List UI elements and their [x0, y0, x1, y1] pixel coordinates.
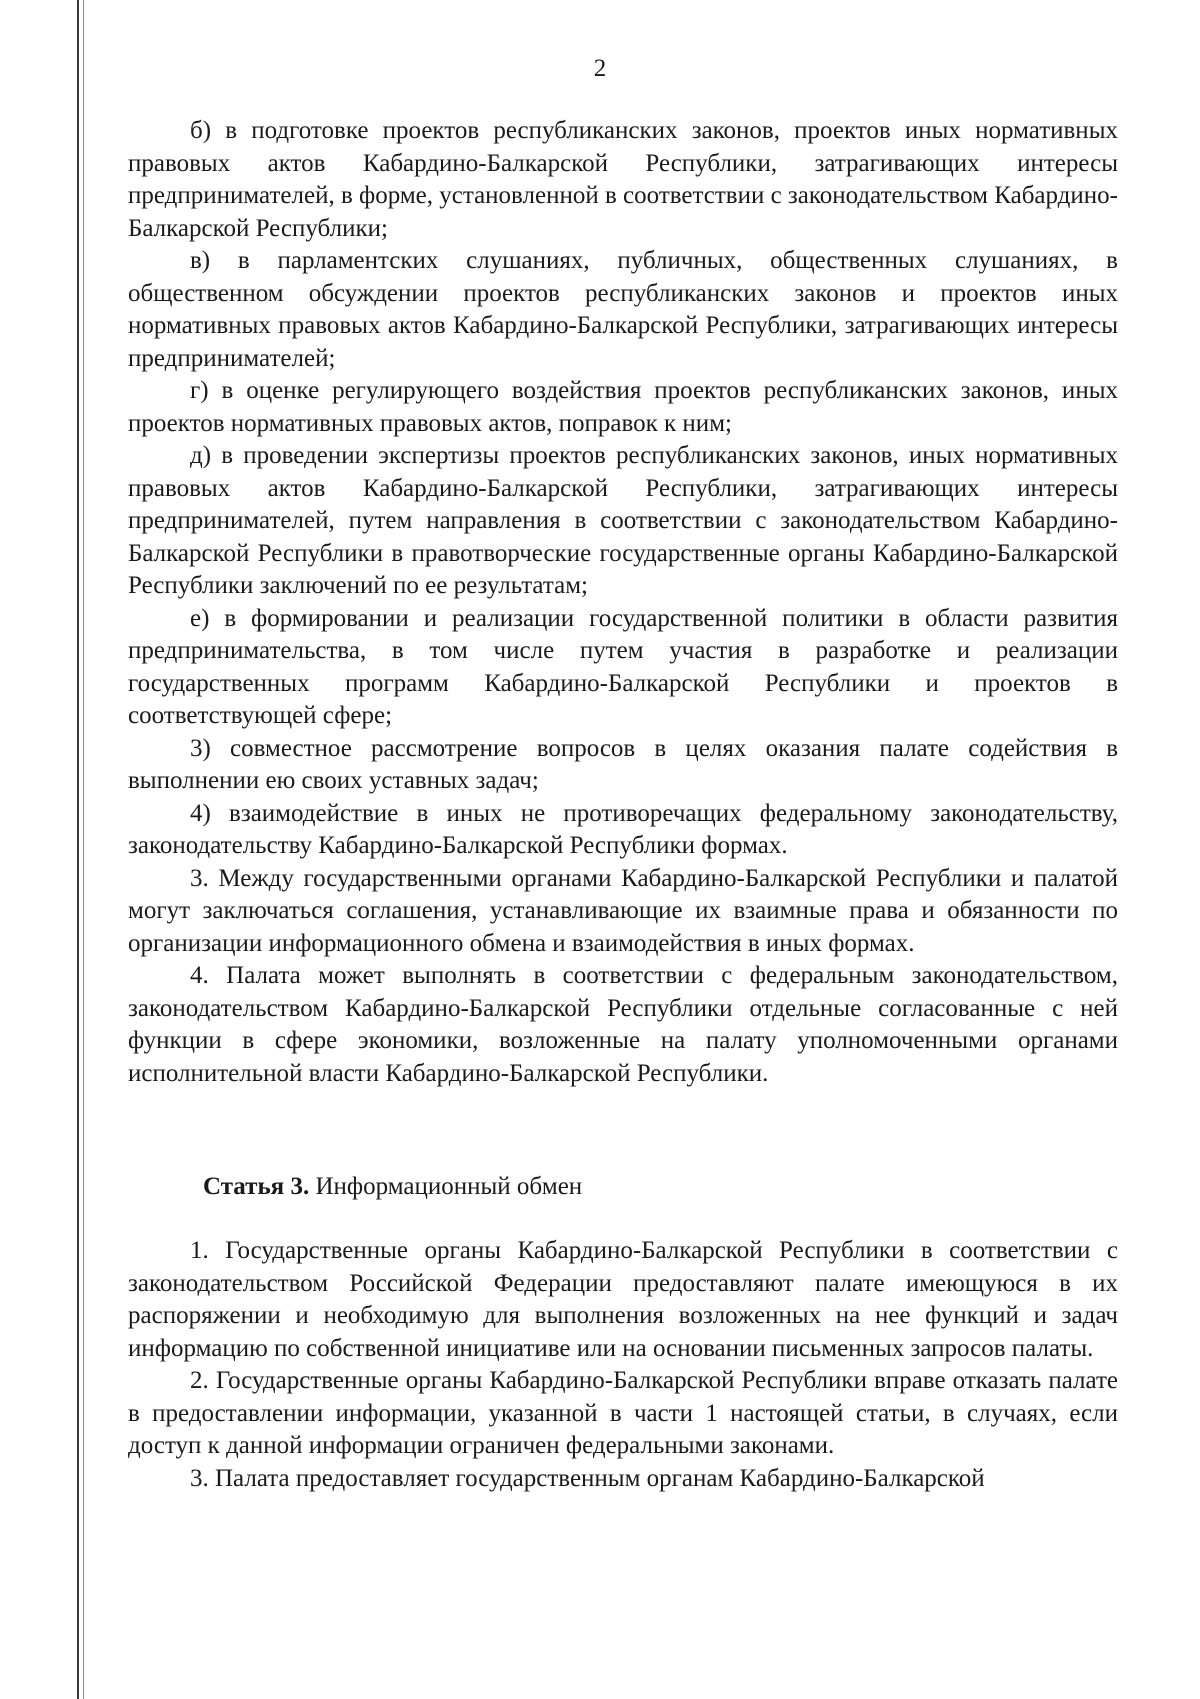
paragraph-item-v: в) в парламентских слушаниях, публичных, общественных слушаниях, в общественном обсуждении проектов республиканских законов и проектов иных нормативных правовых актов Кабардино-Балкарской Республики, затрагивающих интересы предпринимателей;	[128, 247, 1118, 372]
article-heading	[203, 1171, 582, 1203]
paragraph-item-3: 3) совместное рассмотрение вопросов в целях оказания палате содействия в выполнении ею своих уставных задач;	[128, 734, 1118, 794]
paragraph-part-3: 3. Между государственными органами Кабардино-Балкарской Республики и палатой могут заключаться соглашения, устанавливающие их взаимные права и обязанности по организации информационного обмена и взаимодействия в иных формах.	[128, 864, 1118, 957]
article-number: Статья 3.	[203, 1173, 310, 1200]
paragraph-item-4: 4) взаимодействие в иных не противоречащих федеральному законодательству, законодательству Кабардино-Балкарской Республики формах.	[128, 799, 1118, 859]
scan-edge-line-secondary	[83, 0, 84, 1699]
paragraph-article3-part-1: 1. Государственные органы Кабардино-Балкарской Республики в соответствии с законодательством Российской Федерации предоставляют палате имеющуюся в их распоряжении и необходимую для выполнения возложенных на нее функций и задач информацию по собственной инициативе или на основании письменных запросов палаты.	[128, 1237, 1118, 1362]
article-title: Информационный обмен	[315, 1173, 583, 1200]
body-text-lower	[128, 1235, 1118, 1495]
body-text-upper	[128, 115, 1118, 1090]
paragraph-item-b: б) в подготовке проектов республиканских законов, проектов иных нормативных правовых актов Кабардино-Балкарской Республики, затрагивающих интересы предпринимателей, в форме, установленной в соответствии с законодательством Кабардино-Балкарской Республики;	[128, 117, 1118, 242]
paragraph-item-d: д) в проведении экспертизы проектов республиканских законов, иных нормативных правовых актов Кабардино-Балкарской Республики, затрагивающих интересы предпринимателей, путем направления в соответствии с законодательством Кабардино-Балкарской Республики в правотворческие государственные органы Кабардино-Балкарской Республики заключений по ее результатам;	[128, 442, 1118, 599]
paragraph-article3-part-3: 3. Палата предоставляет государственным органам Кабардино-Балкарской	[190, 1464, 985, 1492]
scan-edge-line	[77, 0, 79, 1699]
paragraph-item-g: г) в оценке регулирующего воздействия проектов республиканских законов, иных проектов нормативных правовых актов, поправок к ним;	[128, 377, 1118, 437]
page-number: 2	[593, 55, 607, 82]
paragraph-item-e: е) в формировании и реализации государственной политики в области развития предпринимательства, в том числе путем участия в разработке и реализации государственных программ Кабардино-Балкарской Республики и проектов в соответствующей сфере;	[128, 604, 1118, 729]
paragraph-article3-part-2: 2. Государственные органы Кабардино-Балкарской Республики вправе отказать палате в предоставлении информации, указанной в части 1 настоящей статьи, в случаях, если доступ к данной информации ограничен федеральными законами.	[128, 1367, 1118, 1459]
paragraph-part-4: 4. Палата может выполнять в соответствии с федеральным законодательством, законодательством Кабардино-Балкарской Республики отдельные согласованные с ней функции в сфере экономики, возложенные на палату уполномоченными органами исполнительной власти Кабардино-Балкарской Республики.	[128, 962, 1118, 1087]
